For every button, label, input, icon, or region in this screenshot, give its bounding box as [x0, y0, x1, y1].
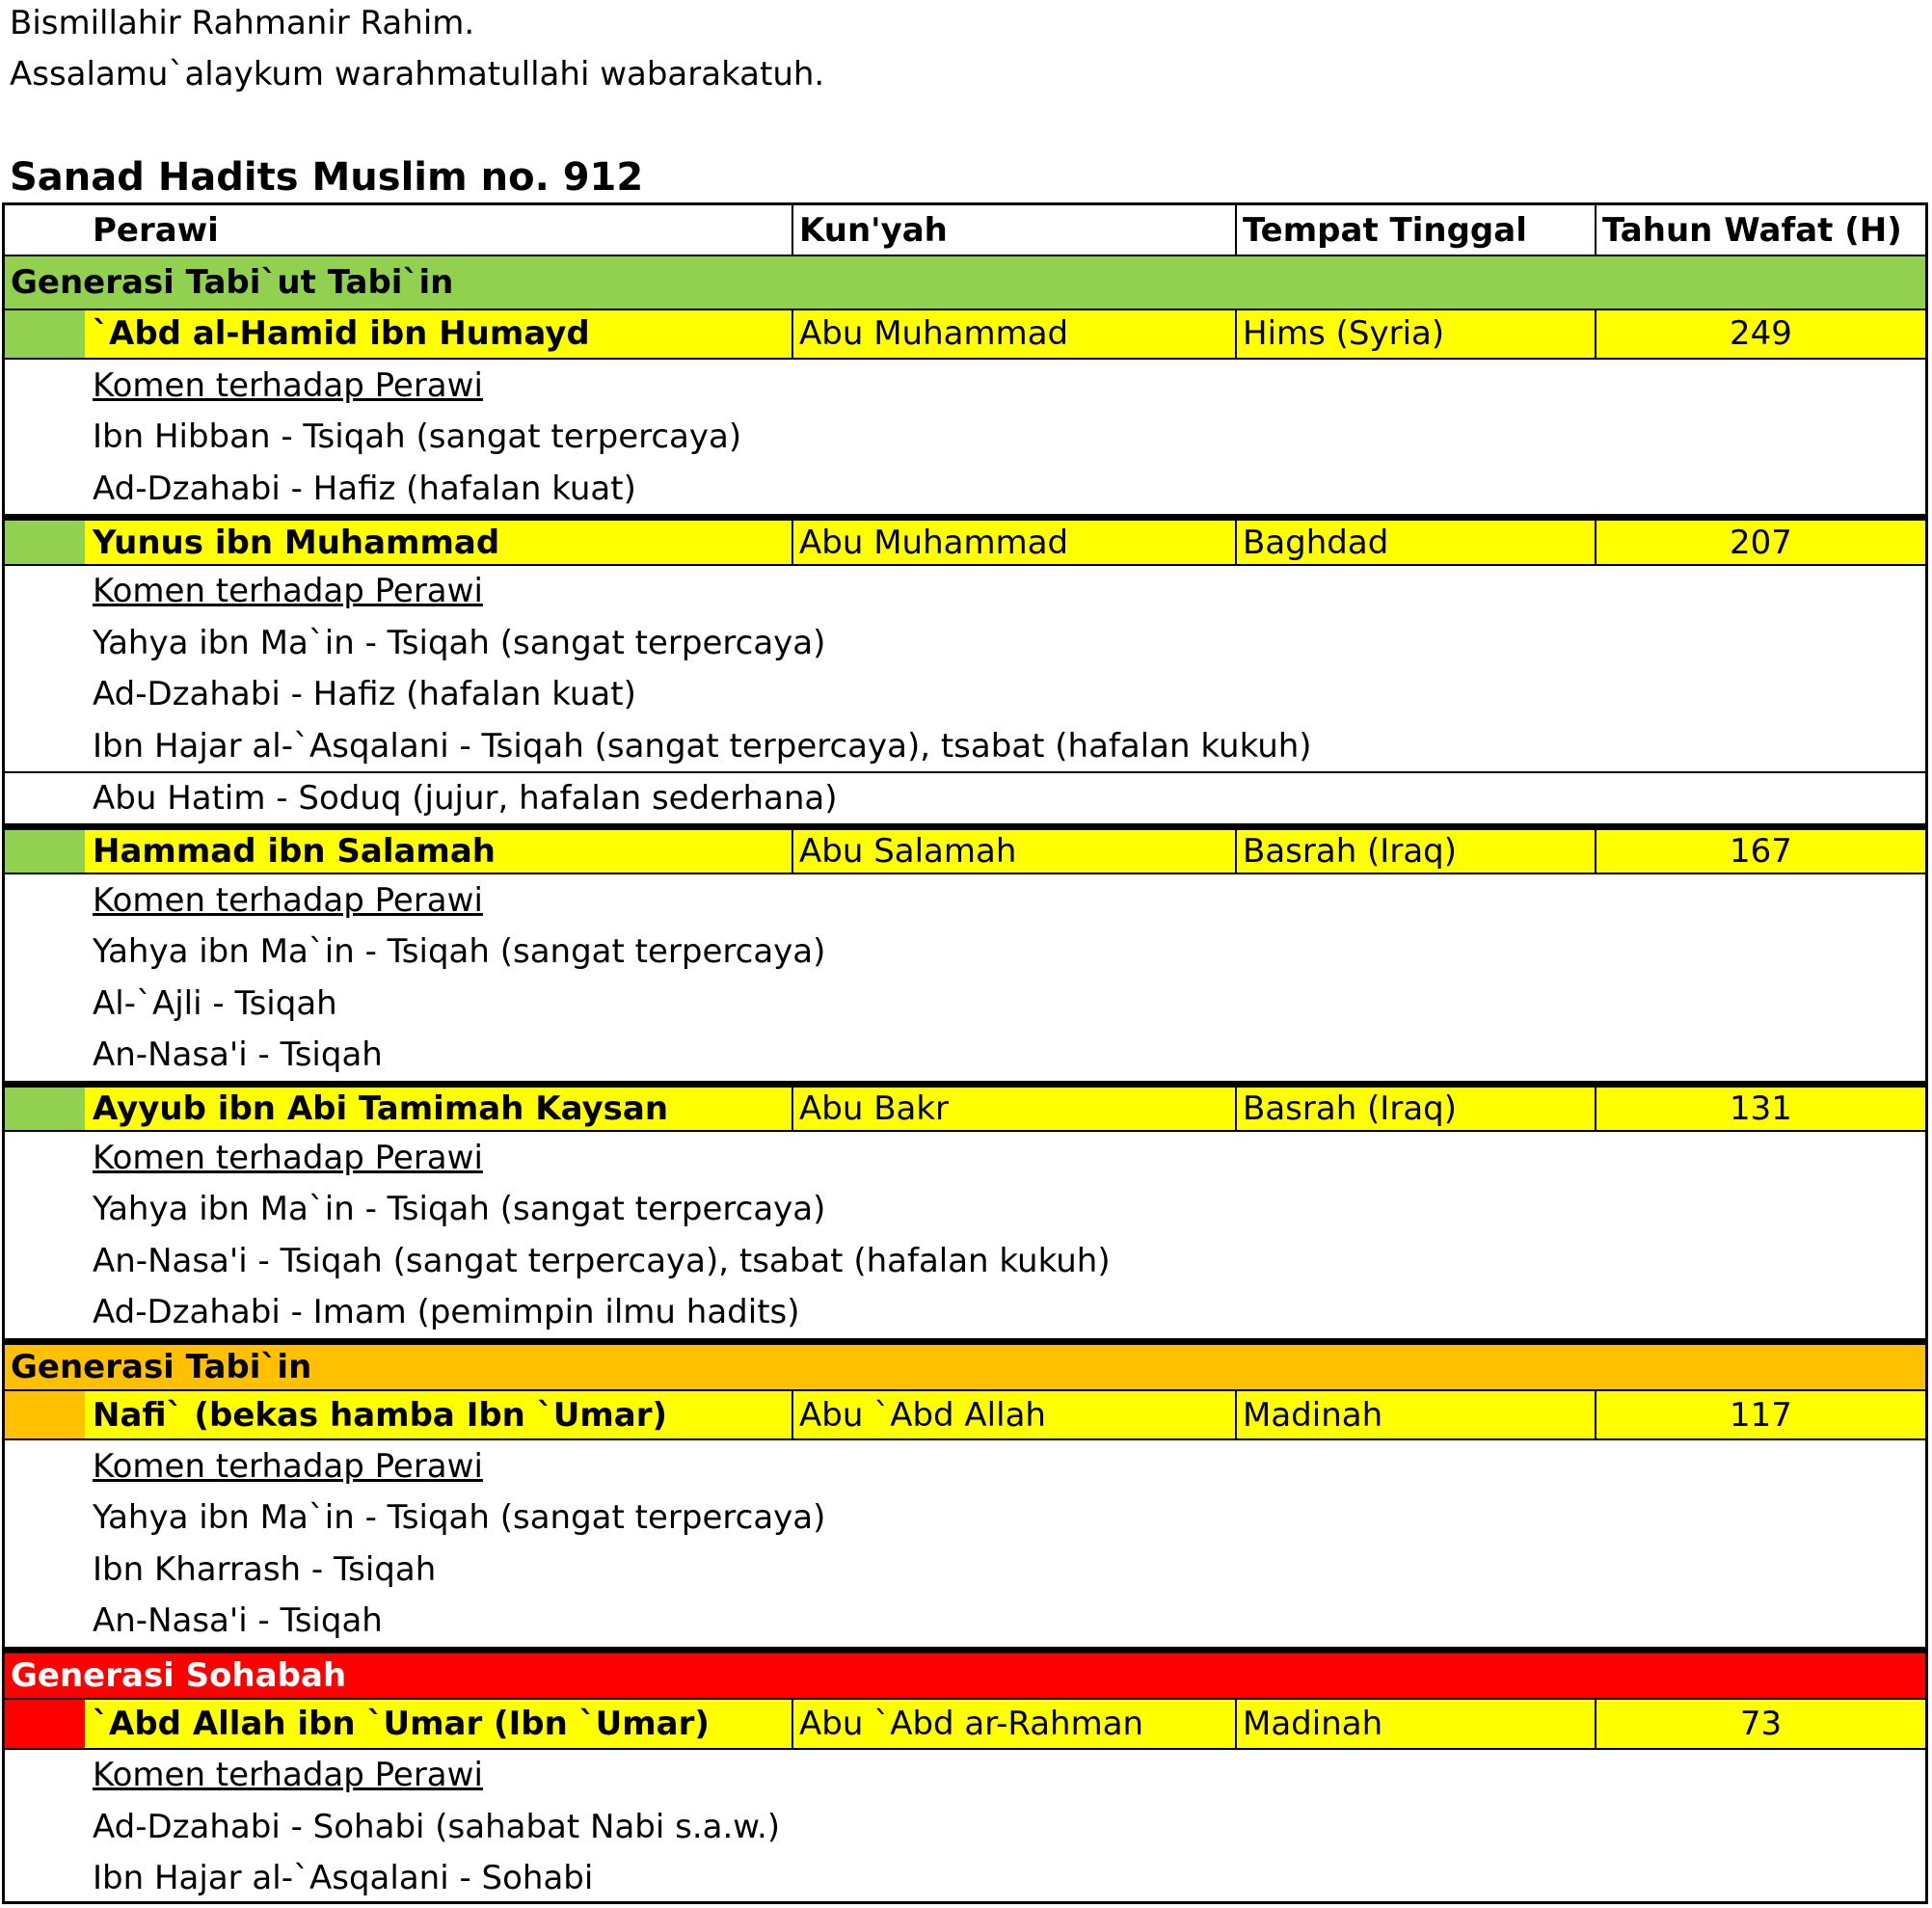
generation-label: Generasi Tabi`ut Tabi`in [11, 263, 454, 303]
narrator-tahun-wafat: 131 [1595, 1088, 1925, 1130]
comment-text: Ibn Hibban - Tsiqah (sangat terpercaya) [93, 417, 742, 457]
header-tahun: Tahun Wafat (H) [1595, 205, 1925, 255]
comment-text: Yahya ibn Ma`in - Tsiqah (sangat terpercaya) [93, 1190, 826, 1229]
comment-heading-row [5, 360, 1925, 411]
narrator-tahun-wafat: 117 [1595, 1391, 1925, 1438]
comment-heading: Komen terhadap Perawi [93, 1138, 483, 1177]
comment-row [5, 669, 1925, 720]
narrator-tempat: Basrah (Iraq) [1235, 1088, 1595, 1130]
comment-heading: Komen terhadap Perawi [93, 1447, 483, 1487]
generation-color-swatch [5, 1700, 85, 1747]
comment-row [5, 412, 1925, 463]
comment-row [5, 1596, 1925, 1647]
comment-text: Yahya ibn Ma`in - Tsiqah (sangat terpercaya) [93, 932, 826, 972]
comment-text: Al-`Ajli - Tsiqah [93, 983, 337, 1023]
narrator-tempat: Hims (Syria) [1235, 310, 1595, 358]
narrator-row [5, 1698, 1925, 1749]
narrator-tahun-wafat: 249 [1595, 310, 1925, 358]
comment-row [5, 1801, 1925, 1852]
header-kunyah: Kun'yah [792, 205, 1235, 255]
narrator-name: Hammad ibn Salamah [85, 830, 792, 873]
comment-heading-row [5, 874, 1925, 926]
generation-color-swatch [5, 1088, 85, 1130]
narrator-name: Yunus ibn Muhammad [85, 521, 792, 563]
narrator-tempat: Madinah [1235, 1700, 1595, 1747]
comment-text: Ad-Dzahabi - Imam (pemimpin ilmu hadits) [93, 1292, 800, 1331]
comment-text: An-Nasa'i - Tsiqah (sangat terpercaya), tsabat (hafalan kukuh) [93, 1241, 1111, 1280]
comment-heading-row [5, 1750, 1925, 1801]
comment-text: Ad-Dzahabi - Hafiz (hafalan kuat) [93, 675, 636, 714]
header-perawi: Perawi [93, 210, 219, 250]
comment-heading: Komen terhadap Perawi [93, 572, 483, 611]
greeting-line: Bismillahir Rahmanir Rahim. [10, 4, 475, 42]
comment-row [5, 771, 1925, 822]
comment-row [5, 926, 1925, 977]
comment-text: Abu Hatim - Soduq (jujur, hafalan sederhana) [93, 778, 838, 818]
narrator-kunyah: Abu Muhammad [792, 310, 1235, 358]
narrator-row [5, 823, 1925, 874]
comment-text: An-Nasa'i - Tsiqah [93, 1035, 383, 1074]
narrator-row [5, 309, 1925, 360]
generation-label: Generasi Sohabah [11, 1656, 347, 1696]
comment-text: Ad-Dzahabi - Hafiz (hafalan kuat) [93, 469, 636, 508]
narrator-name: `Abd al-Hamid ibn Humayd [85, 310, 792, 358]
generation-label: Generasi Tabi`in [11, 1347, 312, 1386]
comment-row [5, 1235, 1925, 1286]
comment-text: Yahya ibn Ma`in - Tsiqah (sangat terpercaya) [93, 623, 826, 662]
comment-row [5, 1286, 1925, 1337]
comment-text: Ad-Dzahabi - Sohabi (sahabat Nabi s.a.w.) [93, 1807, 781, 1846]
comment-text: Ibn Hajar al-`Asqalani - Sohabi [93, 1859, 594, 1898]
narrator-tempat: Madinah [1235, 1391, 1595, 1438]
comment-heading: Komen terhadap Perawi [93, 1756, 483, 1795]
comment-heading: Komen terhadap Perawi [93, 365, 483, 405]
table-header-row [5, 205, 1925, 256]
narrator-kunyah: Abu Bakr [792, 1088, 1235, 1130]
sanad-table [2, 202, 1928, 1904]
comment-row [5, 720, 1925, 771]
narrator-name: `Abd Allah ibn `Umar (Ibn `Umar) [85, 1700, 792, 1747]
narrator-kunyah: Abu Salamah [792, 830, 1235, 873]
generation-color-swatch [5, 830, 85, 873]
comment-row [5, 978, 1925, 1029]
comment-row [5, 1853, 1925, 1904]
comment-text: Yahya ibn Ma`in - Tsiqah (sangat terpercaya) [93, 1498, 826, 1538]
comment-text: Ibn Kharrash - Tsiqah [93, 1549, 437, 1589]
comment-row [5, 1183, 1925, 1234]
narrator-tempat: Baghdad [1235, 521, 1595, 563]
generation-tabiin-row [5, 1338, 1925, 1389]
narrator-tahun-wafat: 167 [1595, 830, 1925, 873]
narrator-kunyah: Abu Muhammad [792, 521, 1235, 563]
generation-color-swatch [5, 1391, 85, 1438]
narrator-tahun-wafat: 73 [1595, 1700, 1925, 1747]
comment-row [5, 1029, 1925, 1080]
comment-row [5, 463, 1925, 514]
comment-heading-row [5, 566, 1925, 617]
narrator-tempat: Basrah (Iraq) [1235, 830, 1595, 873]
page-title: Sanad Hadits Muslim no. 912 [10, 155, 644, 200]
narrator-name: Nafi` (bekas hamba Ibn `Umar) [85, 1391, 792, 1438]
generation-color-swatch [5, 310, 85, 358]
narrator-name: Ayyub ibn Abi Tamimah Kaysan [85, 1088, 792, 1130]
narrator-row [5, 514, 1925, 565]
narrator-row [5, 1081, 1925, 1132]
comment-row [5, 617, 1925, 668]
comment-heading: Komen terhadap Perawi [93, 880, 483, 920]
narrator-tahun-wafat: 207 [1595, 521, 1925, 563]
comment-row [5, 1492, 1925, 1544]
comment-row [5, 1544, 1925, 1595]
header-tempat: Tempat Tinggal [1235, 205, 1595, 255]
table-body [5, 256, 1925, 1904]
salam-line: Assalamu`alaykum warahmatullahi wabarakatuh. [10, 55, 825, 94]
comment-text: An-Nasa'i - Tsiqah [93, 1601, 383, 1641]
comment-heading-row [5, 1132, 1925, 1183]
narrator-kunyah: Abu `Abd ar-Rahman [792, 1700, 1235, 1747]
comment-text: Ibn Hajar al-`Asqalani - Tsiqah (sangat terpercaya), tsabat (hafalan kukuh) [93, 726, 1312, 766]
generation-tabiut-tabiin-row [5, 256, 1925, 308]
narrator-row [5, 1389, 1925, 1440]
generation-color-swatch [5, 521, 85, 563]
generation-sohabah-row [5, 1647, 1925, 1698]
comment-heading-row [5, 1440, 1925, 1491]
narrator-kunyah: Abu `Abd Allah [792, 1391, 1235, 1438]
